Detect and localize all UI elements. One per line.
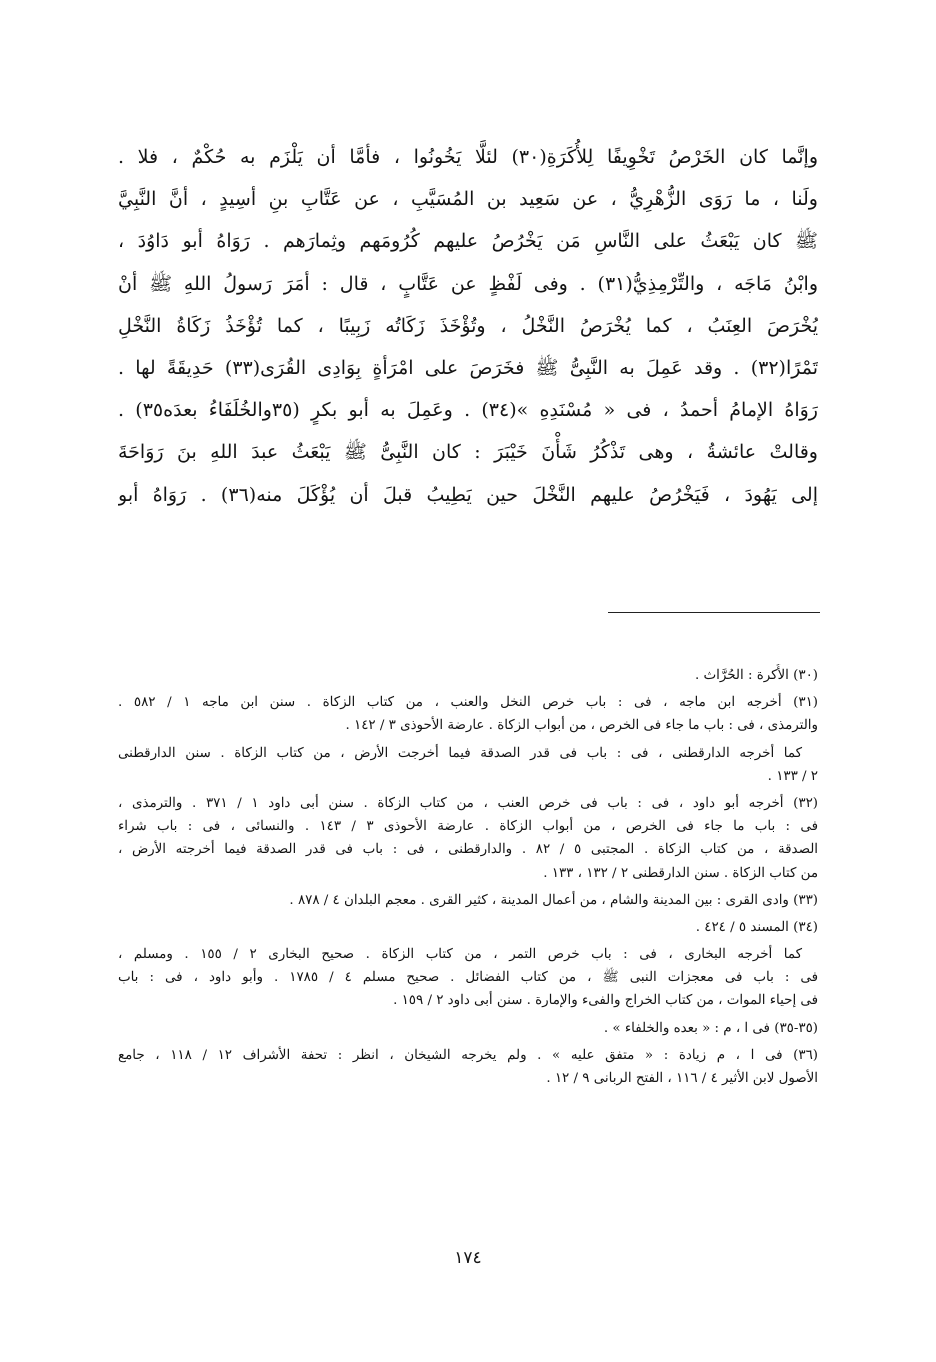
footnote-line: كما أخرجه الدارقطنى ، فى : باب فى قدر الصدقة فيما أخرجت الأرض ، من كتاب الزكاة . سنن الدارقطنى — [118, 745, 802, 761]
footnote — [118, 664, 818, 687]
main-line: ولَنا ، ما رَوَى الزُّهْرِيُّ ، عن سَعِيد بن المُسَيَّبِ ، عن عَتَّابِ بنِ أسِيدٍ ، أنَّ النَّبِيَّ — [118, 188, 818, 211]
footnote-line: (٣٤) المسند ٥ / ٤٢٤ . — [695, 919, 818, 935]
footnote-line: كما أخرجه البخارى ، فى : باب خرص التمر ، من كتاب الزكاة . صحيح البخارى ٢ / ١٥٥ . ومسلم ، — [118, 947, 802, 963]
main-line: يُخْرَصَ العِنَبُ ، كما يُخْرَصُ النَّخْلُ ، وتُؤْخَذَ زَكَاتُه زَبِيبًا ، كما تُؤْخَذُ زَكَاةُ النَّخْلِ — [118, 314, 818, 337]
footnote-line: فى : باب فى معجزات النبى ﷺ ، من كتاب الفضائل . صحيح مسلم ٤ / ١٧٨٥ . وأبو داود ، فى : باب — [118, 970, 818, 986]
main-line: وابْنُ مَاجَه ، والتِّرْمِذِيُّ(٣١) . وفى لَفْظٍ عن عَتَّابٍ ، قال : أمَرَ رَسولُ اللهِ ﷺ أنْ — [118, 272, 818, 295]
footnote — [118, 943, 818, 1013]
footnote-line: (٣٥-٣٥) فى ا ، م : « بعده والخلفاء » . — [603, 1020, 818, 1036]
footnote — [118, 742, 818, 788]
main-text — [118, 136, 818, 516]
footnote — [118, 916, 818, 939]
footnote-line: (٣١) أخرجه ابن ماجه ، فى : باب خرص النخل والعنب ، من كتاب الزكاة . سنن ابن ماجه ١ / ٥٨٢ . — [118, 695, 818, 711]
footnote-line: (٣٢) أخرجه أبو داود ، فى : باب فى خرص العنب ، من كتاب الزكاة . سنن أبى داود ١ / ٣٧١ . والترمذى ، — [118, 795, 818, 811]
footnote-line: من كتاب الزكاة . سنن الدارقطنى ٢ / ١٣٢ ، ١٣٣ . — [543, 865, 818, 881]
footnote-line: الأصول لابن الأثير ٤ / ١١٦ ، الفتح الربانى ٩ / ١٢ . — [546, 1071, 818, 1086]
footnote-line: (٣٦) فى ا ، م زيادة : « متفق عليه » . ولم يخرجه الشيخان ، انظر : تحفة الأشراف ١٢ / ١١٨ ، جامع — [118, 1047, 818, 1063]
main-line: تَمْرًا(٣٢) . وقد عَمِلَ به النَّبِىُّ ﷺ فخَرَصَ على امْرَأةٍ بِوَادِى القُرَى(٣٣) حَدِيقَةً لها . — [118, 356, 818, 379]
footnote — [118, 691, 818, 737]
footnote — [118, 1044, 818, 1090]
footnote-separator — [608, 612, 820, 613]
footnote-line: (٣٠) الأُكرة : الحُرَّاث . — [695, 668, 818, 683]
main-line: رَوَاهُ الإمامُ أحمدُ ، فى « مُسْنَدِهِ »(٣٤) . وعَمِلَ به أبو بكرٍ (٣٥والخُلَفَاءُ بعدَه٣٥) . — [118, 399, 818, 422]
main-line: إلى يَهُودَ ، فَيَخْرُصُ عليهم النَّخْلَ حين يَطِيبُ قبلَ أن يُؤْكَلَ منه(٣٦) . رَوَاهُ أبو — [118, 483, 818, 506]
footnote — [118, 889, 818, 912]
footnote — [118, 792, 818, 885]
footnote — [118, 1017, 818, 1040]
main-line: ﷺ كان يَبْعَثُ على النَّاسِ مَن يَخْرُصُ عليهم كُرُومَهم وثِمارَهم . رَوَاهُ أبو دَاوُدَ ، — [118, 230, 818, 253]
main-line: وإنَّما كان الخَرْصُ تَخْوِيفًا لِلأُكَرَةِ(٣٠) لئلَّا يَخُونُوا ، فأمَّا أن يَلْزَم به حُكْمٌ ، فلا . — [118, 146, 818, 168]
footnote-line: والترمذى ، فى : باب ما جاء فى الخرص ، من أبواب الزكاة . عارضة الأحوذى ٣ / ١٤٢ . — [345, 718, 818, 734]
footnote-line: ٢ / ١٣٣ . — [767, 768, 818, 784]
main-line: وقالتْ عائشةُ ، وهى تَذْكُرُ شَأْنَ خَيْبَرَ : كان النَّبِىُّ ﷺ يَبْعَثُ عبدَ اللهِ بنَ رَوَاحَةَ — [118, 441, 818, 464]
footnote-line: فى إحياء الموات ، من كتاب الخراج والفىء والإمارة . سنن أبى داود ٢ / ١٥٩ . — [393, 993, 818, 1009]
page-number: ١٧٤ — [454, 1248, 482, 1268]
footnote-line: (٣٣) وادى القرى : بين المدينة والشام ، من أعمال المدينة ، كثير القرى . معجم البلدان ٤ / ٨٧٨ . — [289, 892, 818, 908]
footnote-line: فى : باب ما جاء فى الخرص ، من أبواب الزكاة . عارضة الأحوذى ٣ / ١٤٣ . والنسائى ، فى : باب شراء — [118, 819, 818, 835]
footnotes — [118, 664, 818, 1094]
footnote-line: الصدقة ، من كتاب الزكاة . المجتبى ٥ / ٨٢ . والدارقطنى ، فى : باب فى قدر الصدقة فيما أخرجته الأرض ، — [118, 842, 818, 858]
